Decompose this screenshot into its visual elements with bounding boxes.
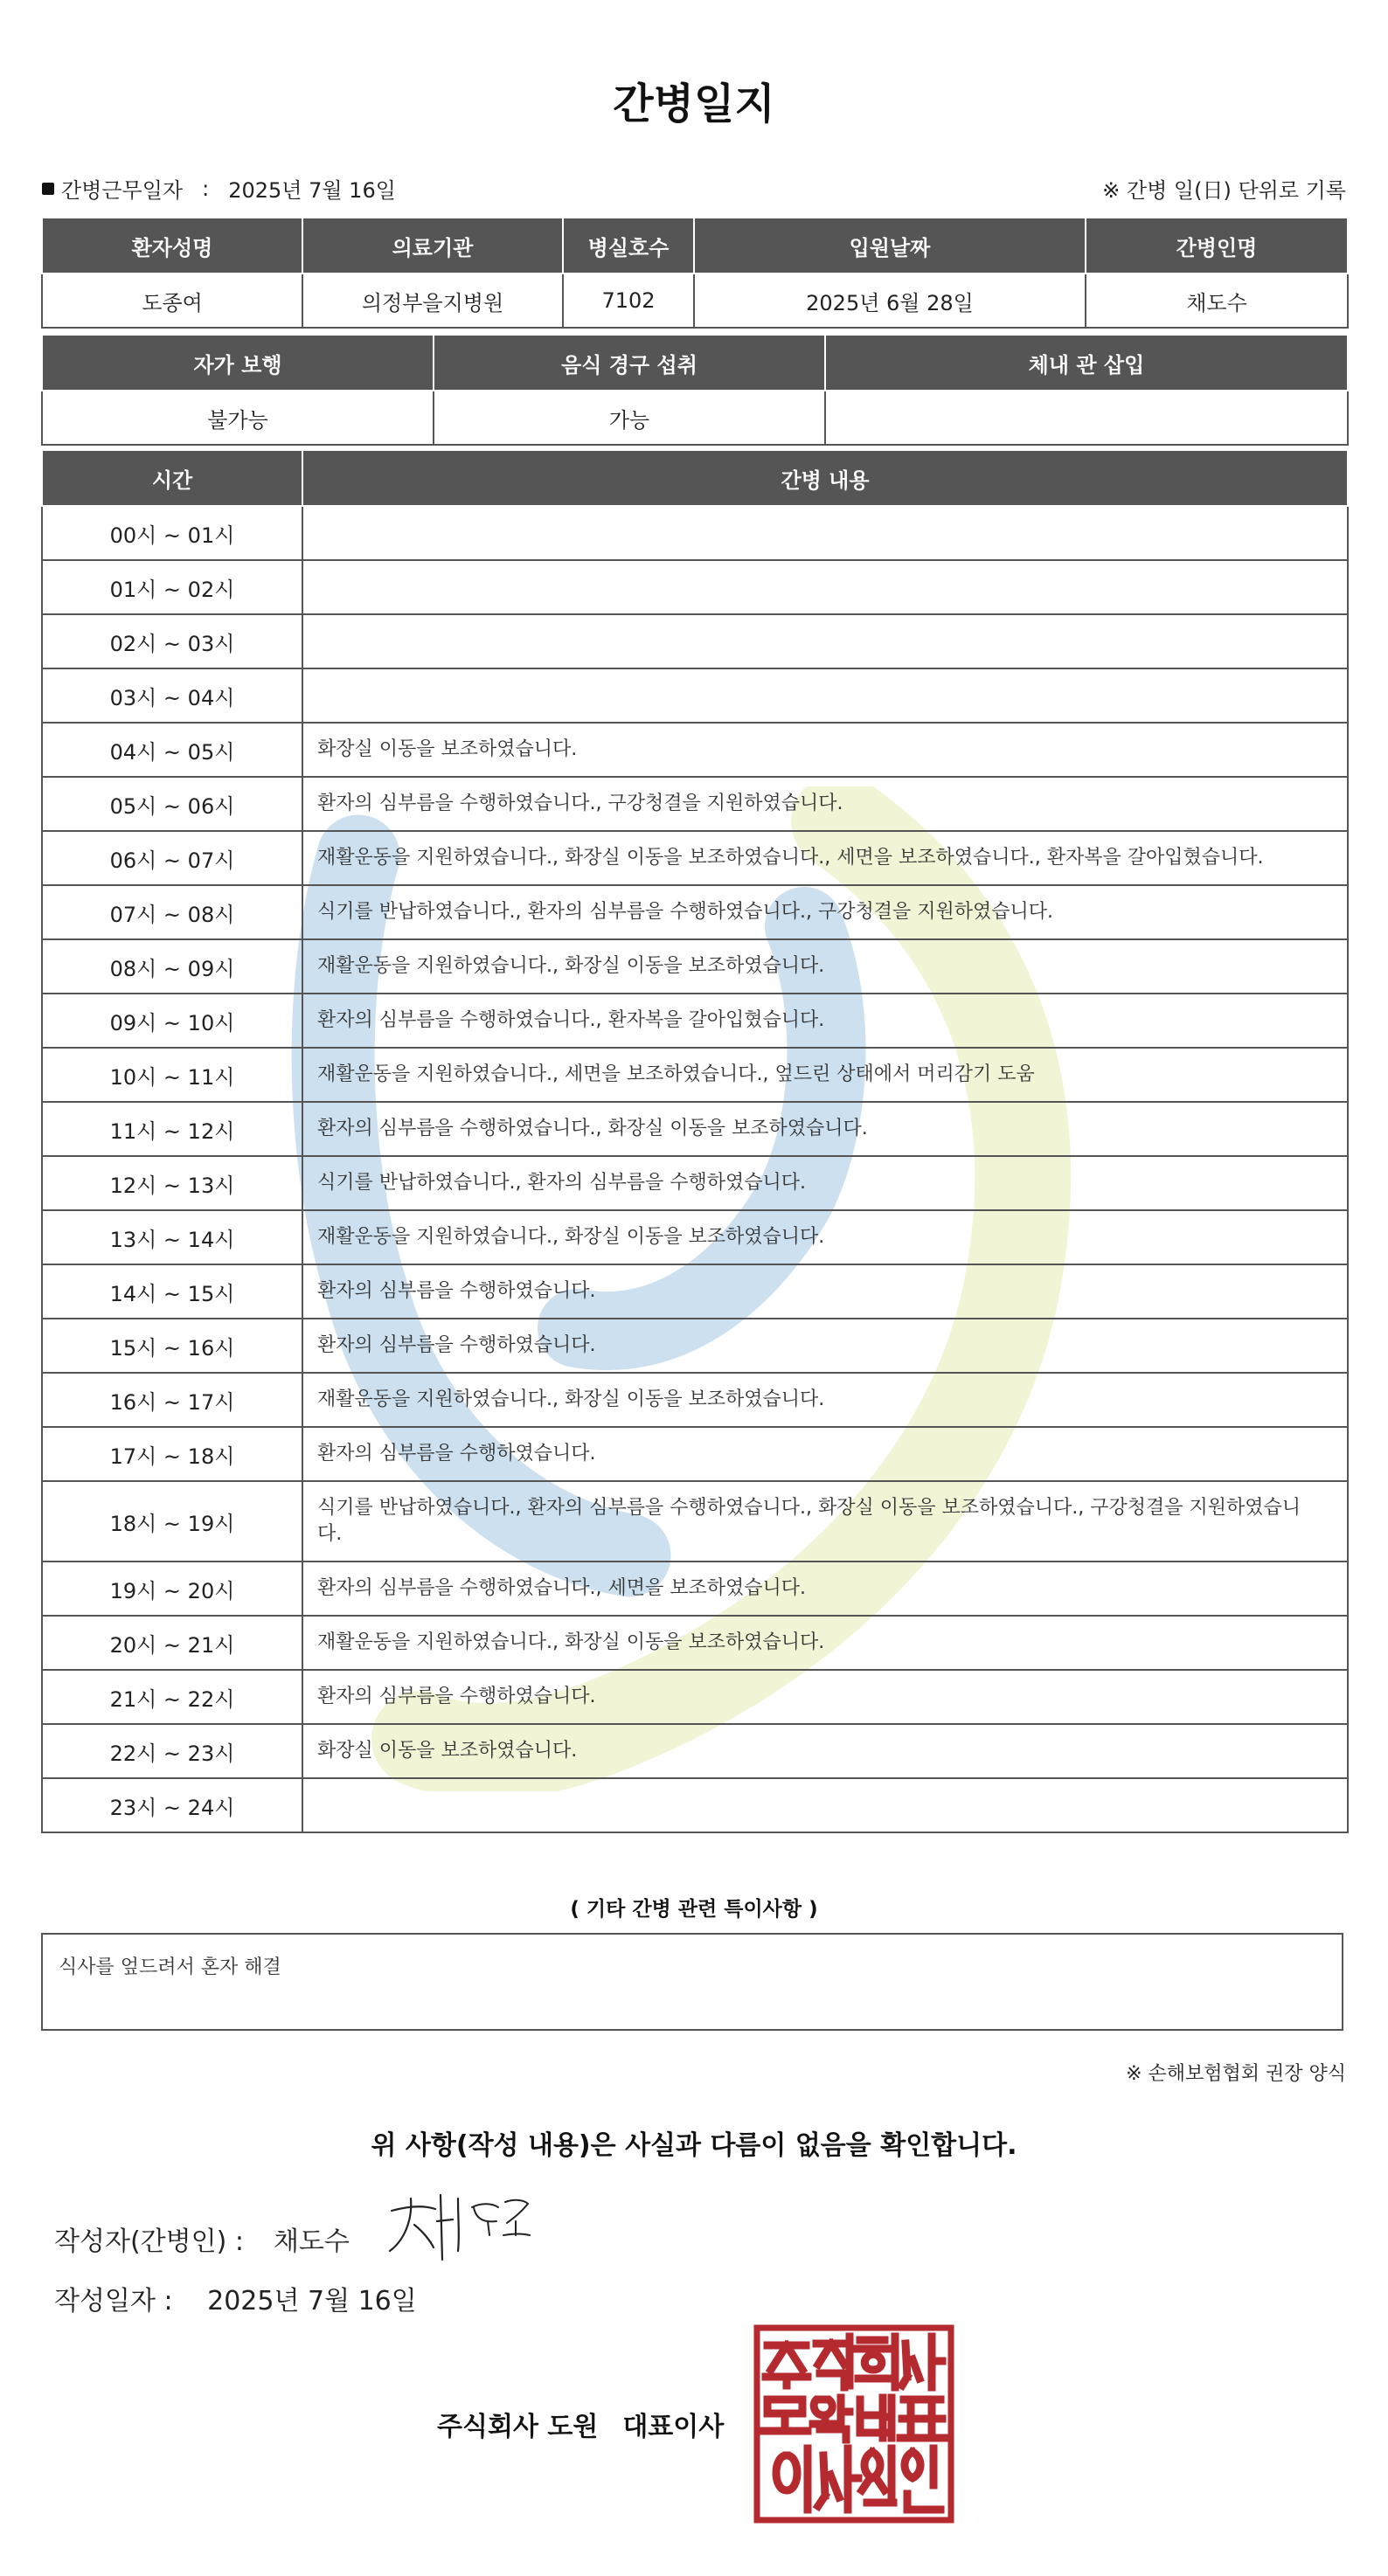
table-row bbox=[42, 1048, 1348, 1102]
work-date bbox=[42, 173, 396, 204]
log-content-cell: 재활운동을 지원하였습니다., 화장실 이동을 보조하였습니다. bbox=[302, 1616, 1348, 1670]
company-seal-icon bbox=[753, 2324, 954, 2524]
table-row bbox=[42, 939, 1348, 994]
log-content-cell: 식기를 반납하였습니다., 환자의 심부름을 수행하였습니다. bbox=[302, 1156, 1348, 1210]
log-content-cell bbox=[302, 560, 1348, 614]
table-row bbox=[42, 994, 1348, 1048]
log-time-cell: 21시 ~ 22시 bbox=[42, 1670, 302, 1724]
table-header-row bbox=[42, 218, 1348, 274]
table-row bbox=[42, 1670, 1348, 1724]
log-time-cell: 16시 ~ 17시 bbox=[42, 1373, 302, 1427]
log-content-cell: 환자의 심부름을 수행하였습니다. bbox=[302, 1319, 1348, 1373]
oral-intake-value: 가능 bbox=[434, 391, 825, 445]
log-time-cell: 00시 ~ 01시 bbox=[42, 506, 302, 560]
header-caregiver-name: 간병인명 bbox=[1086, 218, 1348, 274]
log-time-cell: 22시 ~ 23시 bbox=[42, 1724, 302, 1778]
company-line bbox=[437, 2405, 724, 2443]
log-content-cell: 환자의 심부름을 수행하였습니다. bbox=[302, 1264, 1348, 1319]
log-time-cell: 20시 ~ 21시 bbox=[42, 1616, 302, 1670]
caregiver-name: 채도수 bbox=[1086, 274, 1348, 328]
write-date-label: 작성일자 : bbox=[54, 2286, 173, 2316]
log-content-cell: 환자의 심부름을 수행하였습니다., 구강청결을 지원하였습니다. bbox=[302, 777, 1348, 831]
table-row bbox=[42, 1210, 1348, 1264]
log-time-cell: 17시 ~ 18시 bbox=[42, 1427, 302, 1481]
log-time-cell: 19시 ~ 20시 bbox=[42, 1562, 302, 1616]
log-time-cell: 07시 ~ 08시 bbox=[42, 885, 302, 939]
log-content-cell: 화장실 이동을 보조하였습니다. bbox=[302, 1724, 1348, 1778]
document-title: 간병일지 bbox=[613, 80, 775, 128]
log-content-cell: 재활운동을 지원하였습니다., 화장실 이동을 보조하였습니다. bbox=[302, 1210, 1348, 1264]
log-content-cell: 환자의 심부름을 수행하였습니다., 세면을 보조하였습니다. bbox=[302, 1562, 1348, 1616]
notes-content: 식사를 엎드려서 혼자 해결 bbox=[59, 1956, 281, 1978]
header-care-content: 간병 내용 bbox=[302, 450, 1348, 506]
table-row bbox=[42, 723, 1348, 777]
log-time-cell: 04시 ~ 05시 bbox=[42, 723, 302, 777]
table-row bbox=[42, 1778, 1348, 1832]
log-time-cell: 09시 ~ 10시 bbox=[42, 994, 302, 1048]
table-row bbox=[42, 1264, 1348, 1319]
table-row bbox=[42, 885, 1348, 939]
log-content-cell: 재활운동을 지원하였습니다., 화장실 이동을 보조하였습니다. bbox=[302, 1373, 1348, 1427]
table-row bbox=[42, 1616, 1348, 1670]
log-time-cell: 03시 ~ 04시 bbox=[42, 668, 302, 723]
log-content-cell bbox=[302, 668, 1348, 723]
table-row bbox=[42, 1102, 1348, 1156]
table-row bbox=[42, 274, 1348, 328]
table-row bbox=[42, 1562, 1348, 1616]
log-time-cell: 02시 ~ 03시 bbox=[42, 614, 302, 668]
self-walking-value: 불가능 bbox=[42, 391, 434, 445]
table-row bbox=[42, 1427, 1348, 1481]
log-content-cell: 화장실 이동을 보조하였습니다. bbox=[302, 723, 1348, 777]
table-row bbox=[42, 831, 1348, 885]
company-name: 주식회사 도원 bbox=[437, 2412, 599, 2442]
log-time-cell: 06시 ~ 07시 bbox=[42, 831, 302, 885]
confirmation-statement: 위 사항(작성 내용)은 사실과 다름이 없음을 확인합니다. bbox=[371, 2130, 1017, 2161]
hospital-name: 의정부을지병원 bbox=[302, 274, 563, 328]
log-content-cell: 재활운동을 지원하였습니다., 세면을 보조하였습니다., 엎드린 상태에서 머리감기 도움 bbox=[302, 1048, 1348, 1102]
tube-insertion-value bbox=[825, 391, 1348, 445]
patient-name: 도종여 bbox=[42, 274, 302, 328]
log-time-cell: 08시 ~ 09시 bbox=[42, 939, 302, 994]
log-content-cell: 환자의 심부름을 수행하였습니다. bbox=[302, 1670, 1348, 1724]
table-row bbox=[42, 1481, 1348, 1562]
table-header-row bbox=[42, 450, 1348, 506]
table-row bbox=[42, 1156, 1348, 1210]
table-row bbox=[42, 1319, 1348, 1373]
writer-line bbox=[54, 2212, 533, 2265]
room-number: 7102 bbox=[563, 274, 694, 328]
table-row bbox=[42, 668, 1348, 723]
table-row bbox=[42, 1724, 1348, 1778]
log-content-cell bbox=[302, 1778, 1348, 1832]
log-content-cell: 환자의 심부름을 수행하였습니다., 환자복을 갈아입혔습니다. bbox=[302, 994, 1348, 1048]
log-time-cell: 05시 ~ 06시 bbox=[42, 777, 302, 831]
notes-box bbox=[41, 1933, 1343, 2031]
log-content-cell bbox=[302, 506, 1348, 560]
admission-date: 2025년 6월 28일 bbox=[694, 274, 1086, 328]
log-time-cell: 15시 ~ 16시 bbox=[42, 1319, 302, 1373]
bullet-square-icon bbox=[42, 183, 54, 195]
work-date-label: 간병근무일자 bbox=[61, 178, 184, 203]
header-room-number: 병실호수 bbox=[563, 218, 694, 274]
log-time-cell: 12시 ~ 13시 bbox=[42, 1156, 302, 1210]
log-time-cell: 10시 ~ 11시 bbox=[42, 1048, 302, 1102]
log-content-cell: 환자의 심부름을 수행하였습니다., 화장실 이동을 보조하였습니다. bbox=[302, 1102, 1348, 1156]
log-content-cell: 환자의 심부름을 수행하였습니다. bbox=[302, 1427, 1348, 1481]
header-tube-insertion: 체내 관 삽입 bbox=[825, 335, 1348, 391]
log-time-cell: 13시 ~ 14시 bbox=[42, 1210, 302, 1264]
patient-status-table bbox=[41, 334, 1349, 446]
patient-info-table bbox=[41, 217, 1349, 329]
log-content-cell: 재활운동을 지원하였습니다., 화장실 이동을 보조하였습니다. bbox=[302, 939, 1348, 994]
hourly-care-log-table bbox=[41, 449, 1349, 1833]
header-self-walking: 자가 보행 bbox=[42, 335, 434, 391]
log-time-cell: 11시 ~ 12시 bbox=[42, 1102, 302, 1156]
log-content-cell bbox=[302, 614, 1348, 668]
writer-label: 작성자(간병인) : bbox=[54, 2226, 244, 2257]
work-date-value: 2025년 7월 16일 bbox=[228, 178, 396, 203]
table-row bbox=[42, 560, 1348, 614]
table-row bbox=[42, 391, 1348, 445]
writer-name: 채도수 bbox=[273, 2226, 350, 2257]
unit-note: ※ 간병 일(日) 단위로 기록 bbox=[1102, 178, 1346, 203]
work-date-separator: : bbox=[202, 176, 210, 201]
table-row bbox=[42, 777, 1348, 831]
header-admission-date: 입원날짜 bbox=[694, 218, 1086, 274]
log-content-cell: 재활운동을 지원하였습니다., 화장실 이동을 보조하였습니다., 세면을 보조하였습니다., 환자복을 갈아입혔습니다. bbox=[302, 831, 1348, 885]
header-hospital: 의료기관 bbox=[302, 218, 563, 274]
log-time-cell: 18시 ~ 19시 bbox=[42, 1481, 302, 1562]
header-patient-name: 환자성명 bbox=[42, 218, 302, 274]
company-title: 대표이사 bbox=[622, 2412, 725, 2442]
table-header-row bbox=[42, 335, 1348, 391]
log-content-cell: 식기를 반납하였습니다., 환자의 심부름을 수행하였습니다., 화장실 이동을 보조하였습니다., 구강청결을 지원하였습니다. bbox=[302, 1481, 1348, 1562]
header-oral-intake: 음식 경구 섭취 bbox=[434, 335, 825, 391]
table-row bbox=[42, 506, 1348, 560]
log-time-cell: 23시 ~ 24시 bbox=[42, 1778, 302, 1832]
write-date-line bbox=[54, 2279, 417, 2317]
notes-heading: ( 기타 간병 관련 특이사항 ) bbox=[570, 1898, 818, 1921]
signature-icon bbox=[385, 2186, 533, 2265]
header-time: 시간 bbox=[42, 450, 302, 506]
table-row bbox=[42, 1373, 1348, 1427]
log-time-cell: 01시 ~ 02시 bbox=[42, 560, 302, 614]
log-time-cell: 14시 ~ 15시 bbox=[42, 1264, 302, 1319]
recommend-note: ※ 손해보험협회 권장 양식 bbox=[1126, 2063, 1346, 2085]
table-row bbox=[42, 614, 1348, 668]
log-content-cell: 식기를 반납하였습니다., 환자의 심부름을 수행하였습니다., 구강청결을 지원하였습니다. bbox=[302, 885, 1348, 939]
write-date-value: 2025년 7월 16일 bbox=[207, 2286, 417, 2316]
